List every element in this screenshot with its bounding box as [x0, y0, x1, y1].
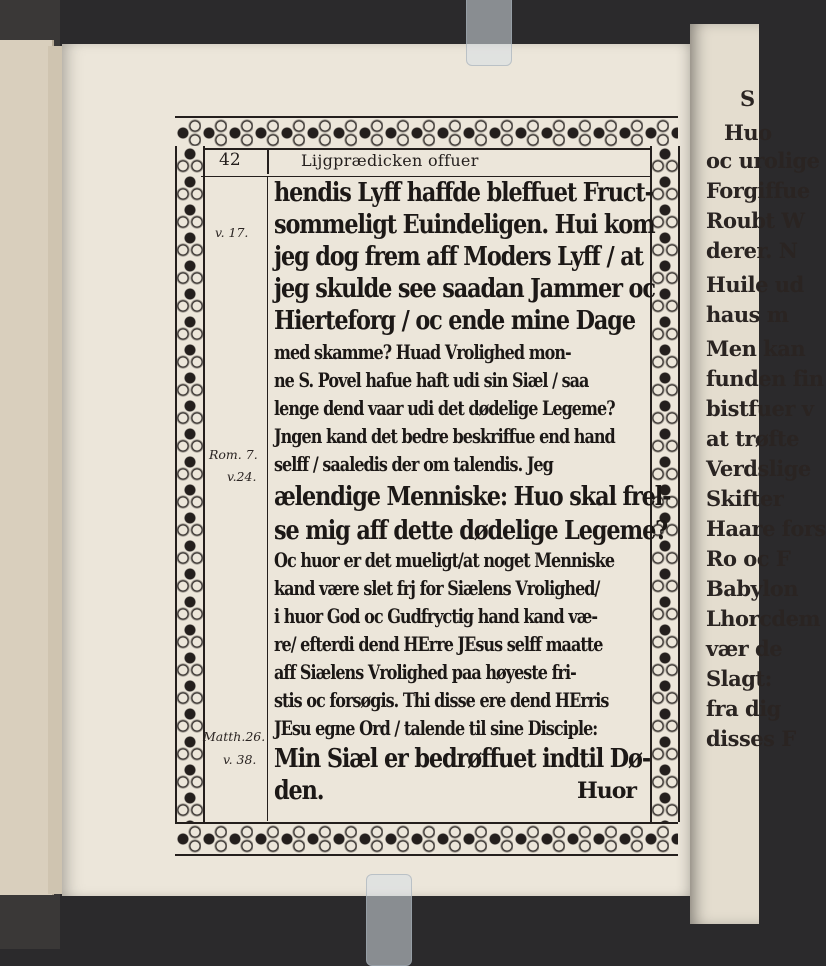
- text-line: hendis Lyff haffde bleffuet Fruct-: [274, 178, 653, 208]
- facing-line: fra dig: [706, 696, 781, 721]
- facing-line: vær de: [706, 636, 783, 661]
- text-line: jeg skulde see saadan Jammer oc: [274, 274, 655, 304]
- text-line: ælendige Menniske: Huo skal frel-: [274, 482, 671, 512]
- margin-note: Rom. 7.: [209, 447, 258, 462]
- page-header: [201, 146, 650, 177]
- text-line: selff / saaledis der om talendis. Jeg: [274, 452, 553, 476]
- text-line: jeg dog frem aff Moders Lyff / at: [274, 242, 643, 272]
- facing-line: bistfuer v: [706, 396, 814, 421]
- facing-line: Forgiffue: [706, 178, 810, 203]
- header-divider: [267, 148, 269, 174]
- text-line: re/ efterdi dend HErre JEsus selff maatte: [274, 632, 603, 656]
- facing-line: Verdslige: [706, 456, 811, 481]
- text-line: med skamme? Huad Vrolighed mon-: [274, 340, 571, 364]
- facing-line: Ro oc F: [706, 546, 791, 571]
- text-line: ne S. Povel hafue haft udi sin Siæl / saa: [274, 368, 589, 392]
- page-stack-edge-inner: [48, 46, 63, 894]
- margin-note: v. 38.: [223, 752, 257, 767]
- facing-line: Skifter: [706, 486, 784, 511]
- text-line: aff Siælens Vrolighed paa høyeste fri-: [274, 660, 576, 684]
- facing-line: derer. N: [706, 238, 798, 263]
- page-stack-edge: [0, 40, 54, 895]
- catchword: Huor: [576, 778, 636, 804]
- text-line: sommeligt Euindeligen. Hui kom: [274, 210, 655, 240]
- facing-page: [690, 24, 826, 924]
- margin-note: Matth.26.: [203, 729, 266, 744]
- text-line: Min Siæl er bedrøffuet indtil Dø-: [274, 744, 651, 774]
- text-line: lenge dend vaar udi det dødelige Legeme?: [274, 396, 615, 420]
- facing-line: Slagt:: [706, 666, 772, 691]
- text-line: Oc huor er det mueligt/at noget Menniske: [274, 548, 615, 572]
- facing-line: Babylon: [706, 576, 798, 601]
- facing-line: oc urolige: [706, 148, 820, 173]
- text-line: kand være slet frj for Siælens Vrolighed/: [274, 576, 600, 600]
- ornamental-border: [175, 116, 678, 854]
- facing-line: Huo: [724, 120, 772, 145]
- border-bottom: [175, 822, 678, 856]
- margin-column: [201, 177, 268, 821]
- facing-line: Haare fors: [706, 516, 826, 541]
- facing-line: Men kan: [706, 336, 806, 361]
- page-clip-top: [466, 0, 512, 66]
- margin-note: v. 17.: [215, 225, 249, 240]
- text-line: Hierteforg / oc ende mine Dage: [274, 306, 635, 336]
- page-number: 42: [219, 150, 241, 170]
- facing-line: funden fin: [706, 366, 824, 391]
- book-page: [62, 44, 690, 896]
- page-clip-bottom: [366, 874, 412, 966]
- margin-note: v.24.: [227, 469, 257, 484]
- facing-line: Lhorcdem: [706, 606, 821, 631]
- facing-line: Huile ud: [706, 272, 804, 297]
- text-line: se mig aff dette dødelige Legeme?: [274, 516, 668, 546]
- text-line: JEsu egne Ord / talende til sine Disciple:: [274, 716, 598, 740]
- facing-line: haus m: [706, 302, 789, 327]
- facing-line: Roubt W: [706, 208, 805, 233]
- facing-line: S: [740, 86, 755, 111]
- text-line: Jngen kand det bedre beskriffue end hand: [274, 424, 615, 448]
- border-top: [175, 116, 678, 150]
- text-line: stis oc forsøgis. Thi disse ere dend HErris: [274, 688, 609, 712]
- facing-line: disses F: [706, 726, 796, 751]
- facing-line: at trøfte: [706, 426, 799, 451]
- text-line: i huor God oc Gudfryctig hand kand væ-: [274, 604, 598, 628]
- text-line: den.: [274, 776, 324, 806]
- running-title: Lijgprædicken offuer: [301, 151, 479, 170]
